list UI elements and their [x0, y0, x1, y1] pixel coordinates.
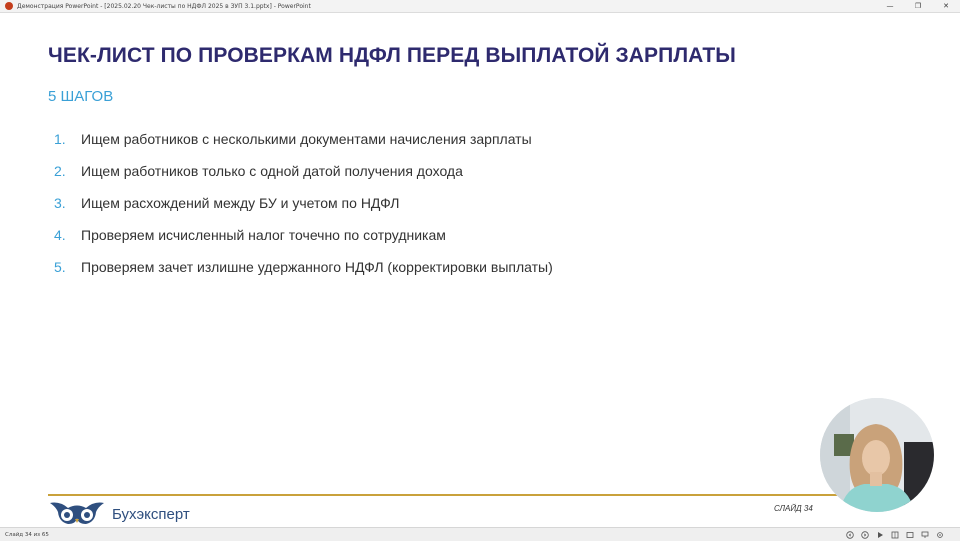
slide-counter: Слайд 34 из 65	[5, 531, 49, 538]
list-item	[54, 251, 553, 283]
window-controls	[876, 0, 960, 12]
statusbar	[0, 527, 960, 541]
window-title: Демонстрация PowerPoint - [2025.02.20 Чек-листы по НДФЛ 2025 в ЗУП 3.1.pptx] - PowerPoint	[17, 2, 311, 10]
step-text: Ищем расхождений между БУ и учетом по НДФЛ	[81, 195, 400, 211]
footer-divider	[48, 494, 838, 496]
presenter-video	[820, 398, 934, 512]
step-text: Проверяем исчисленный налог точечно по сотрудникам	[81, 227, 446, 243]
logo-text: Бухэксперт	[112, 505, 190, 523]
list-item	[54, 187, 553, 219]
close-button[interactable]: ✕	[943, 2, 949, 10]
step-number: 2.	[54, 163, 66, 179]
restore-button[interactable]: ❐	[914, 2, 922, 10]
step-number: 3.	[54, 195, 66, 211]
play-icon[interactable]	[876, 531, 884, 539]
reading-view-icon[interactable]	[906, 531, 914, 539]
step-number: 4.	[54, 227, 66, 243]
list-item	[54, 123, 553, 155]
slide-title: ЧЕК-ЛИСТ ПО ПРОВЕРКАМ НДФЛ ПЕРЕД ВЫПЛАТОЙ ЗАРПЛАТЫ	[48, 44, 736, 67]
presenter-icon[interactable]	[921, 531, 929, 539]
slide-subtitle: 5 ШАГОВ	[48, 88, 114, 105]
logo	[48, 500, 190, 528]
next-slide-icon[interactable]	[861, 531, 869, 539]
status-controls	[839, 528, 944, 541]
slide-number: СЛАЙД 34	[774, 504, 813, 513]
slide[interactable]	[0, 13, 960, 527]
list-item	[54, 155, 553, 187]
window-titlebar	[0, 0, 960, 13]
step-number: 1.	[54, 131, 66, 147]
step-number: 5.	[54, 259, 66, 275]
step-text: Ищем работников только с одной датой получения дохода	[81, 163, 463, 179]
webcam-overlay	[820, 398, 934, 512]
settings-icon[interactable]	[936, 531, 944, 539]
owl-logo-icon	[48, 500, 106, 528]
step-text: Ищем работников с несколькими документами начисления зарплаты	[81, 131, 532, 147]
previous-slide-icon[interactable]	[846, 531, 854, 539]
list-item	[54, 219, 553, 251]
powerpoint-icon	[5, 2, 13, 10]
minimize-button[interactable]: —	[886, 2, 894, 10]
step-text: Проверяем зачет излишне удержанного НДФЛ (корректировки выплаты)	[81, 259, 553, 275]
steps-list	[54, 123, 553, 283]
slide-sorter-icon[interactable]	[891, 531, 899, 539]
